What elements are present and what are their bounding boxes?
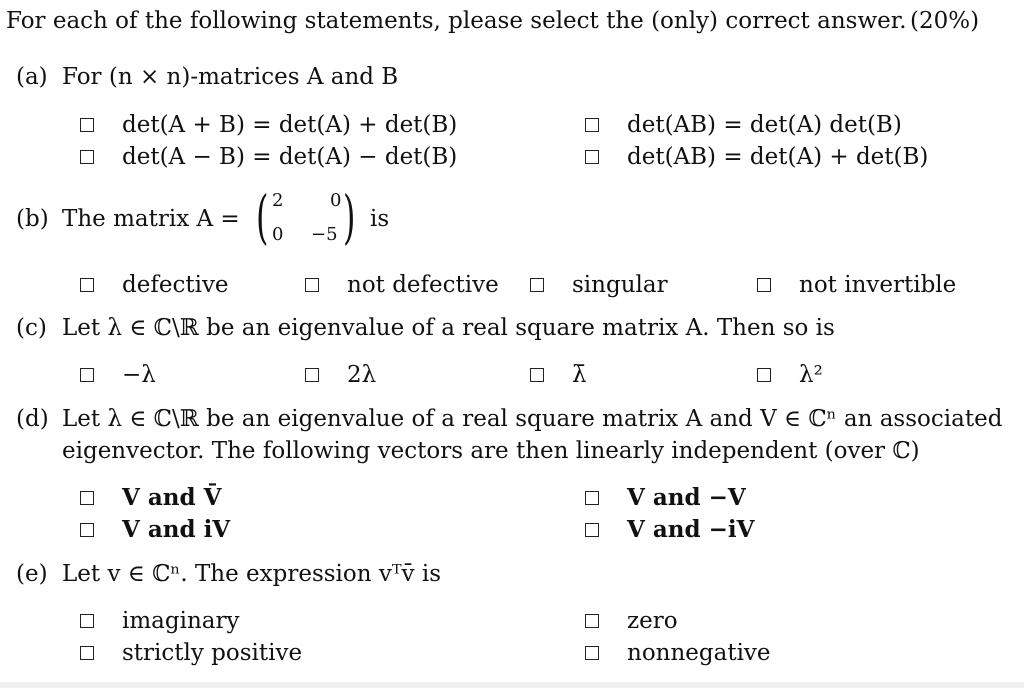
option-d4[interactable]	[585, 516, 754, 543]
question-c-label: (c)	[16, 315, 47, 341]
question-d-label: (d)	[16, 406, 49, 432]
matrix-right-paren: )	[343, 183, 356, 251]
checkbox[interactable]	[585, 523, 599, 537]
question-a-label: (a)	[16, 64, 48, 90]
question-b-label: (b)	[16, 206, 49, 232]
option-c4[interactable]	[757, 362, 823, 388]
checkbox[interactable]	[80, 150, 94, 164]
checkbox[interactable]	[530, 368, 544, 382]
option-c1[interactable]	[80, 362, 156, 388]
checkbox[interactable]	[80, 278, 94, 292]
checkbox[interactable]	[757, 278, 771, 292]
question-d-stem-line2: eigenvector. The following vectors are then linearly independent (over ℂ)	[62, 438, 920, 464]
option-b4[interactable]	[757, 272, 956, 298]
option-label: 2λ	[347, 362, 377, 388]
checkbox[interactable]	[80, 491, 94, 505]
option-d2[interactable]	[585, 484, 746, 511]
weight-label: (20%)	[910, 8, 980, 34]
matrix-cell: 0	[330, 190, 342, 211]
option-a3[interactable]	[80, 144, 457, 170]
option-e3[interactable]	[80, 640, 302, 666]
option-label: det(AB) = det(A) det(B)	[627, 112, 902, 138]
checkbox[interactable]	[757, 368, 771, 382]
checkbox[interactable]	[80, 118, 94, 132]
matrix-cell: 2	[272, 190, 284, 211]
checkbox[interactable]	[585, 614, 599, 628]
question-e-stem: Let v ∈ ℂⁿ. The expression vᵀv̄ is	[62, 561, 441, 587]
checkbox[interactable]	[305, 368, 319, 382]
option-e1[interactable]	[80, 608, 239, 634]
option-e2[interactable]	[585, 608, 678, 634]
option-d3[interactable]	[80, 516, 230, 543]
question-c-stem: Let λ ∈ ℂ\ℝ be an eigenvalue of a real square matrix A. Then so is	[62, 315, 835, 341]
matrix-cell: 0	[272, 224, 284, 245]
option-label: λ̄	[572, 362, 587, 388]
option-label: zero	[627, 608, 678, 634]
option-label: V and V̄	[122, 484, 222, 511]
option-label: singular	[572, 272, 668, 298]
option-a1[interactable]	[80, 112, 457, 138]
option-b2[interactable]	[305, 272, 499, 298]
checkbox[interactable]	[585, 150, 599, 164]
question-b-stem-post: is	[370, 206, 390, 232]
option-label: −λ	[122, 362, 156, 388]
checkbox[interactable]	[80, 523, 94, 537]
matrix-left-paren: (	[256, 183, 269, 251]
option-label: strictly positive	[122, 640, 303, 666]
option-label: V and −V	[627, 484, 746, 511]
question-b-stem-pre: The matrix A =	[62, 206, 240, 232]
option-label: not invertible	[799, 272, 957, 298]
question-d-stem-line1: Let λ ∈ ℂ\ℝ be an eigenvalue of a real square matrix A and V ∈ ℂⁿ an associated	[62, 406, 1003, 432]
option-label: det(AB) = det(A) + det(B)	[627, 144, 929, 170]
header-instruction: For each of the following statements, please select the (only) correct answer.	[6, 8, 907, 34]
option-label: det(A + B) = det(A) + det(B)	[122, 112, 458, 138]
option-a2[interactable]	[585, 112, 902, 138]
matrix-cell: −5	[311, 224, 338, 245]
checkbox[interactable]	[80, 368, 94, 382]
option-e4[interactable]	[585, 640, 771, 666]
option-label: λ²	[799, 362, 823, 388]
checkbox[interactable]	[585, 118, 599, 132]
question-a-stem: For (n × n)-matrices A and B	[62, 64, 399, 90]
checkbox[interactable]	[585, 491, 599, 505]
checkbox[interactable]	[80, 646, 94, 660]
option-d1[interactable]	[80, 484, 221, 511]
option-label: not defective	[347, 272, 499, 298]
option-label: V and −iV	[627, 516, 755, 543]
option-b3[interactable]	[530, 272, 668, 298]
question-e-label: (e)	[16, 561, 48, 587]
option-b1[interactable]	[80, 272, 229, 298]
option-c2[interactable]	[305, 362, 376, 388]
page-bottom-edge	[0, 682, 1024, 688]
option-label: V and iV	[122, 516, 231, 543]
option-a4[interactable]	[585, 144, 928, 170]
option-label: nonnegative	[627, 640, 771, 666]
checkbox[interactable]	[305, 278, 319, 292]
option-label: imaginary	[122, 608, 240, 634]
checkbox[interactable]	[530, 278, 544, 292]
option-label: defective	[122, 272, 229, 298]
option-c3[interactable]	[530, 362, 587, 388]
checkbox[interactable]	[80, 614, 94, 628]
checkbox[interactable]	[585, 646, 599, 660]
option-label: det(A − B) = det(A) − det(B)	[122, 144, 458, 170]
